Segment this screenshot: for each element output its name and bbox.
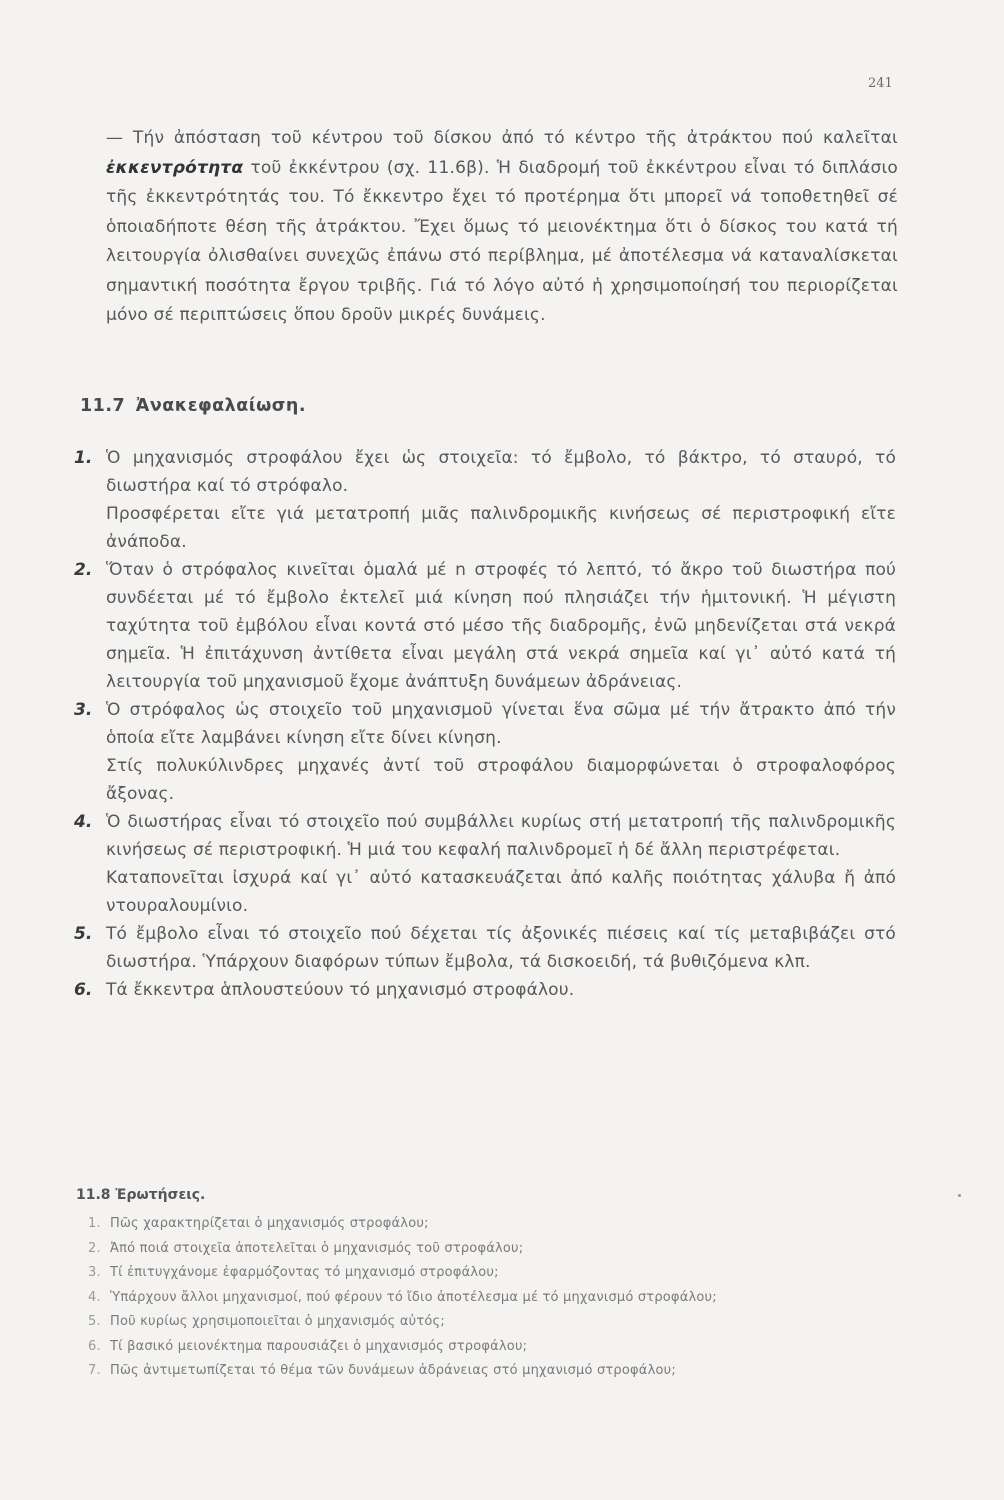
question-number: 4. [88,1289,101,1305]
question-text: Ἀπό ποιά στοιχεῖα ἀποτελεῖται ὁ μηχανισμός τοῦ στροφάλου; [110,1240,524,1256]
question-item [88,1261,908,1286]
intro-term: ἐκκεντρότητα [106,157,244,178]
question-number: 5. [88,1314,101,1329]
question-item [88,1335,908,1360]
question-number: 2. [88,1240,101,1256]
question-text: Τί ἐπιτυγχάνομε ἐφαρμόζοντας τό μηχανισμό στροφάλου; [110,1265,499,1280]
summary-item [74,556,896,696]
summary-item [74,808,896,920]
summary-item [74,920,896,976]
summary-item-number: 1. [74,448,93,468]
question-item [88,1237,908,1262]
question-number: 1. [88,1216,101,1231]
question-text: Τί βασικό μειονέκτημα παρουσιάζει ὁ μηχανισμός στροφάλου; [110,1338,528,1354]
question-item [88,1286,908,1311]
question-number: 6. [88,1338,101,1354]
question-text: Πῶς χαρακτηρίζεται ὁ μηχανισμός στροφάλου; [110,1216,429,1231]
section-heading-summary [80,396,306,416]
summary-item-text: Ὁ διωστήρας εἶναι τό στοιχεῖο πού συμβάλλει κυρίως στή μετατροπή τῆς παλινδρομικῆς κινήσεως σέ περιστροφική. Ἡ μιά του κεφαλή παλινδρομεῖ ἡ δέ ἄλλη περιστρέφεται. [106,812,896,860]
question-item [88,1212,908,1237]
question-text: Ποῦ κυρίως χρησιμοποιεῖται ὁ μηχανισμός αὐτός; [110,1314,445,1329]
summary-item-number: 4. [74,812,93,832]
questions-heading: 11.8 Ἐρωτήσεις. [76,1187,206,1203]
question-text: Ὑπάρχουν ἄλλοι μηχανισμοί, πού φέρουν τό ἴδιο ἀποτέλεσμα μέ τό μηχανισμό στροφάλου; [110,1289,717,1305]
question-item [88,1359,908,1384]
summary-item-number: 3. [74,700,93,720]
page-number: 241 [868,76,893,91]
questions-list [88,1212,908,1384]
summary-item-text: Ὁ στρόφαλος ὡς στοιχεῖο τοῦ μηχανισμοῦ γίνεται ἕνα σῶμα μέ τήν ἄτρακτο ἀπό τήν ὁποία εἴτε λαμβάνει κίνηση εἴτε δίνει κίνηση. [106,700,896,748]
summary-item-number: 5. [74,924,93,944]
summary-item-number: 6. [74,980,93,1000]
summary-item-text: Προσφέρεται εἴτε γιά μετατροπή μιᾶς παλινδρομικῆς κινήσεως σέ περιστροφική εἴτε ἀνάποδα. [106,504,896,552]
summary-item [74,976,896,1004]
summary-list [74,444,896,1004]
summary-item [74,696,896,808]
summary-item [74,444,896,556]
margin-dot [958,1194,961,1197]
summary-item-text: Ὅταν ὁ στρόφαλος κινεῖται ὁμαλά μέ n στροφές τό λεπτό, τό ἄκρο τοῦ διωστήρα πού συνδέεται μέ τό ἔμβολο ἐκτελεῖ μιά κίνηση πού πλησιάζει τήν ἡμιτονική. Ἡ μέγιστη ταχύτητα τοῦ ἐμβόλου εἶναι κοντά στό μέσο τῆς διαδρομῆς, ἐνῶ μηδενίζεται στά νεκρά σημεῖα. Ἡ ἐπιτάχυνση ἀντίθετα εἶναι μεγάλη στά νεκρά σημεῖα καί γι᾿ αὐτό κατά τή λειτουργία τοῦ μηχανισμοῦ ἔχομε ἀνάπτυξη δυνάμεων ἀδράνειας. [106,560,896,692]
summary-item-text: Ὁ μηχανισμός στροφάλου ἔχει ὡς στοιχεῖα: τό ἔμβολο, τό βάκτρο, τό σταυρό, τό διωστήρα καί τό στρόφαλο. [106,448,896,496]
question-number: 7. [88,1363,101,1378]
section-number: 11.7 [80,396,126,416]
intro-text-part1: — Τήν ἀπόσταση τοῦ κέντρου τοῦ δίσκου ἀπό τό κέντρο τῆς ἀτράκτου πού καλεῖται [106,128,898,148]
section-title: Ἀνακεφαλαίωση. [135,396,307,416]
summary-item-text: Τό ἔμβολο εἶναι τό στοιχεῖο πού δέχεται τίς ἀξονικές πιέσεις καί τίς μεταβιβάζει στό διωστήρα. Ὑπάρχουν διαφόρων τύπων ἔμβολα, τά δισκοειδή, τά βυθιζόμενα κλπ. [106,924,896,972]
intro-text-part2: τοῦ ἐκκέντρου (σχ. 11.6β). Ἡ διαδρομή τοῦ ἐκκέντρου εἶναι τό διπλάσιο τῆς ἐκκεντρότητάς του. Τό ἔκκεντρο ἔχει τό προτέρημα ὅτι μπορεῖ νά τοποθετηθεῖ σέ ὁποιαδήποτε θέση τῆς ἀτράκτου. Ἔχει ὅμως τό μειονέκτημα ὅτι ὁ δίσκος του κατά τή λειτουργία ὀλισθαίνει συνεχῶς ἐπάνω στό περίβλημα, μέ ἀποτέλεσμα νά καταναλίσκεται σημαντική ποσότητα ἔργου τριβῆς. Γιά τό λόγο αὐτό ἡ χρησιμοποίησή του περιορίζεται μόνο σέ περιπτώσεις ὅπου δροῦν μικρές δυνάμεις. [106,157,898,325]
question-item [88,1310,908,1335]
question-text: Πῶς ἀντιμετωπίζεται τό θέμα τῶν δυνάμεων ἀδράνειας στό μηχανισμό στροφάλου; [110,1363,676,1378]
summary-item-text: Στίς πολυκύλινδρες μηχανές ἀντί τοῦ στροφάλου διαμορφώνεται ὁ στροφαλοφόρος ἄξονας. [106,756,896,804]
question-number: 3. [88,1265,101,1280]
summary-item-text: Καταπονεῖται ἰσχυρά καί γι᾿ αὐτό κατασκευάζεται ἀπό καλῆς ποιότητας χάλυβα ἤ ἀπό ντουραλουμίνιο. [106,868,896,916]
summary-item-text: Τά ἔκκεντρα ἁπλουστεύουν τό μηχανισμό στροφάλου. [106,980,575,1000]
summary-item-number: 2. [74,560,93,580]
intro-paragraph [106,124,898,331]
